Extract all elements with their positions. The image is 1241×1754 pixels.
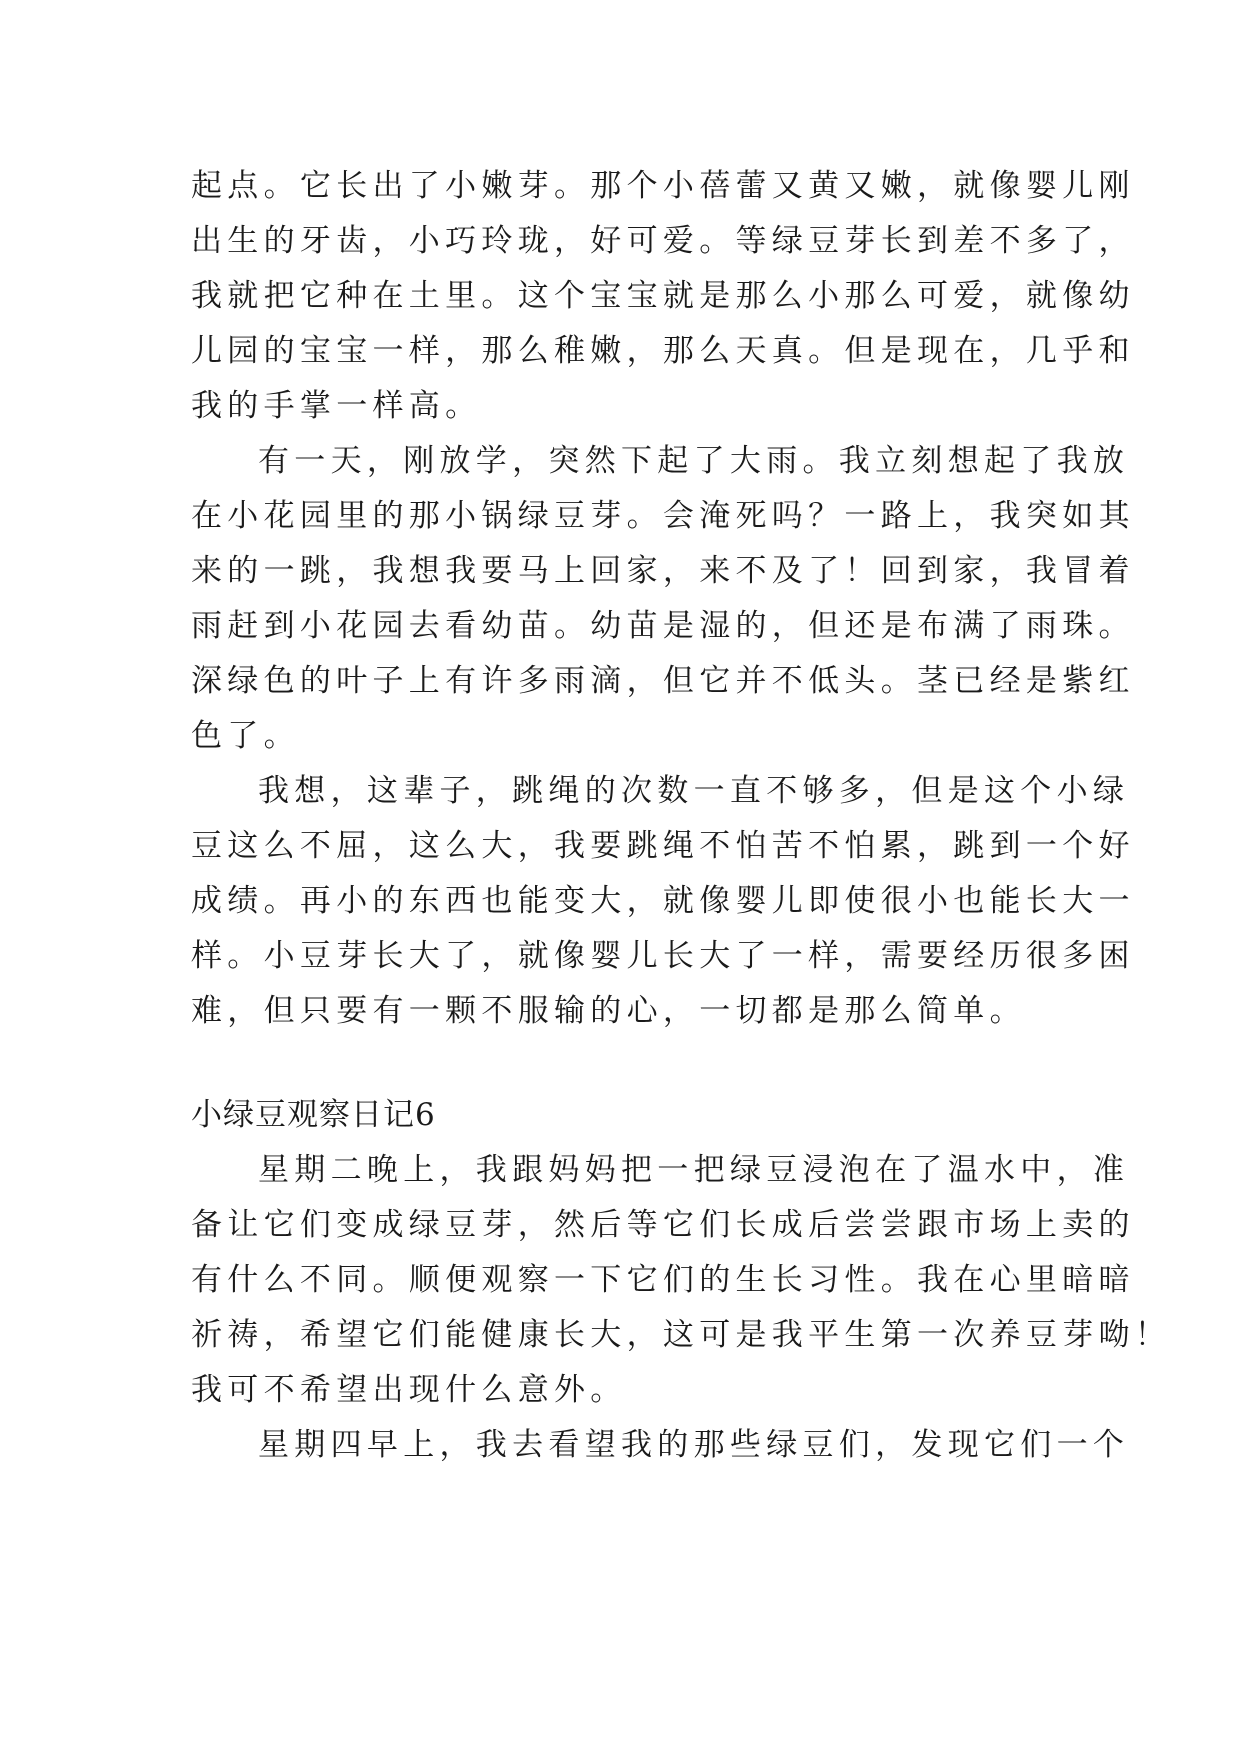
text-line: 样。小豆芽长大了，就像婴儿长大了一样，需要经历很多困 xyxy=(191,938,1135,974)
text-line: 有什么不同。顺便观察一下它们的生长习性。我在心里暗暗 xyxy=(191,1262,1135,1298)
section-heading: 小绿豆观察日记6 xyxy=(191,1097,436,1133)
paragraph-start-line: 星期二晚上，我跟妈妈把一把绿豆浸泡在了温水中，准 xyxy=(258,1152,1130,1188)
text-line: 我的手掌一样高。 xyxy=(191,388,482,424)
text-line: 深绿色的叶子上有许多雨滴，但它并不低头。茎已经是紫红 xyxy=(191,663,1135,699)
text-line: 豆这么不屈，这么大，我要跳绳不怕苦不怕累，跳到一个好 xyxy=(191,828,1135,864)
paragraph-start-line: 星期四早上，我去看望我的那些绿豆们，发现它们一个 xyxy=(258,1427,1130,1463)
text-line: 雨赶到小花园去看幼苗。幼苗是湿的，但还是布满了雨珠。 xyxy=(191,608,1135,644)
text-line: 色了。 xyxy=(191,718,300,754)
text-line: 我可不希望出现什么意外。 xyxy=(191,1372,627,1408)
text-line: 成绩。再小的东西也能变大，就像婴儿即使很小也能长大一 xyxy=(191,883,1135,919)
text-line: 儿园的宝宝一样，那么稚嫩，那么天真。但是现在，几乎和 xyxy=(191,333,1135,369)
text-line: 祈祷，希望它们能健康长大，这可是我平生第一次养豆芽呦！ xyxy=(191,1317,1172,1353)
text-line: 我就把它种在土里。这个宝宝就是那么小那么可爱，就像幼 xyxy=(191,278,1135,314)
text-line: 来的一跳，我想我要马上回家，来不及了！回到家，我冒着 xyxy=(191,553,1135,589)
text-line: 备让它们变成绿豆芽，然后等它们长成后尝尝跟市场上卖的 xyxy=(191,1207,1135,1243)
text-line: 起点。它长出了小嫩芽。那个小蓓蕾又黄又嫩，就像婴儿刚 xyxy=(191,168,1135,204)
text-line: 出生的牙齿，小巧玲珑，好可爱。等绿豆芽长到差不多了， xyxy=(191,223,1135,259)
paragraph-start-line: 有一天，刚放学，突然下起了大雨。我立刻想起了我放 xyxy=(258,443,1130,479)
text-line: 在小花园里的那小锅绿豆芽。会淹死吗？一路上，我突如其 xyxy=(191,498,1135,534)
paragraph-start-line: 我想，这辈子，跳绳的次数一直不够多，但是这个小绿 xyxy=(258,773,1130,809)
text-line: 难，但只要有一颗不服输的心，一切都是那么简单。 xyxy=(191,993,1026,1029)
